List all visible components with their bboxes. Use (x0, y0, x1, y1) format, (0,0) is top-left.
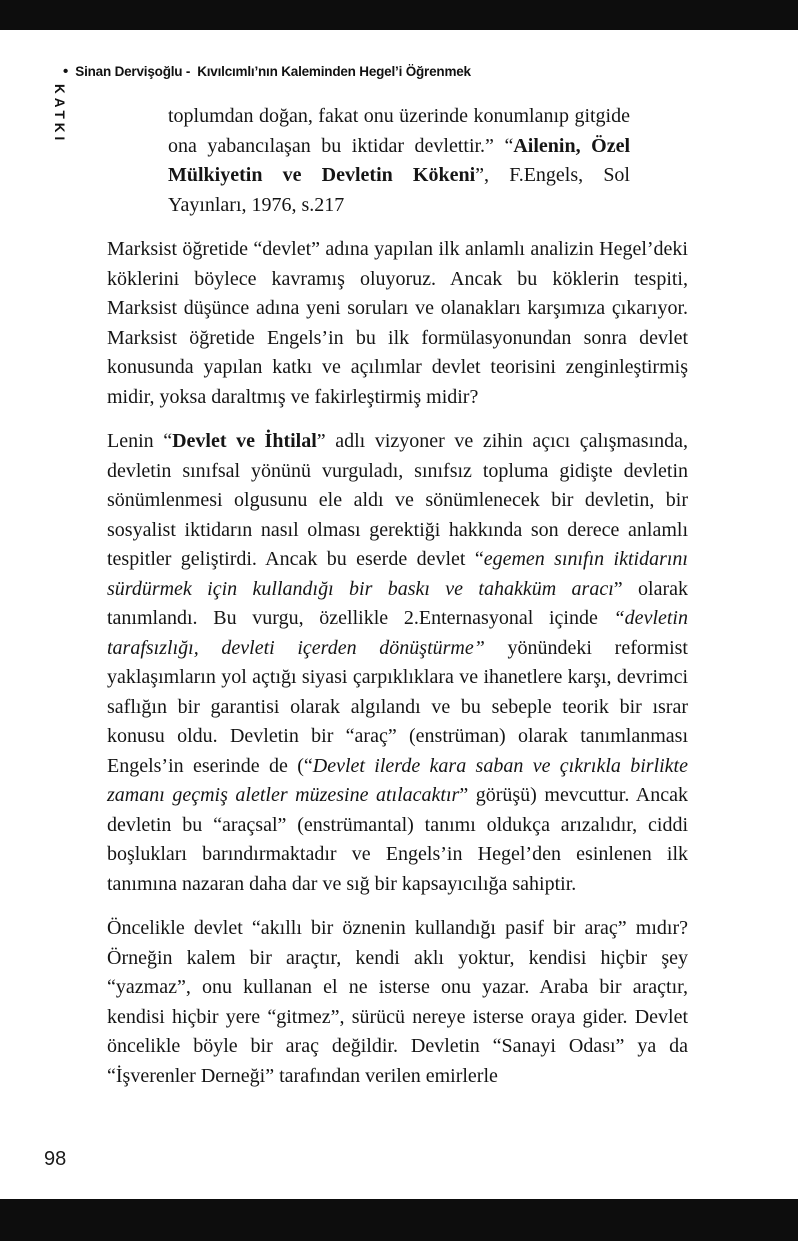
text-segment: toplumdan doğan, fakat onu üzerinde konumlanıp gitgide ona yabancılaşan bu iktidar devlettir.” “ (168, 105, 630, 157)
paragraph (107, 914, 688, 1091)
header-author: Sinan Dervişoğlu - (75, 64, 191, 79)
text-segment: “devletin tarafsızlığı, devleti içerden dönüştürme” (107, 607, 688, 659)
running-header (63, 64, 471, 79)
page-content (107, 102, 688, 1091)
text-segment: ” adlı vizyoner ve zihin açıcı çalışmasında, devletin sınıfsal yönünü vurguladı, sınıfsız topluma gidişte devletin sönümlenmesi olgusunu ele aldı ve sönümlenecek bir devletin, bir sosyalist iktidarın nasıl olması gerektiği hakkında son derece anlamlı tespitler geliştirdi. Ancak bu eserde devlet “ (107, 430, 689, 570)
text-segment: Marksist öğretide “devlet” adına yapılan ilk anlamlı analizin Hegel’deki köklerini böylece kavramış oluyoruz. Ancak bu köklerin tespiti, Marksist düşünce adına yeni soruları ve olanakları karşımıza çıkarıyor. Marksist öğretide Engels’in bu ilk formülasyonundan sonra devlet konusunda yapılan katkı ve açılımlar devlet teorisini zenginleştirmiş midir, yoksa daraltmış ve fakirleştirmiş midir? (107, 238, 688, 408)
text-segment: yönündeki reformist yaklaşımların yol açtığı siyasi çarpıklıklara ve ihanetlere karşı, devrimci saflığın bir garantisi olarak algılandı ve bu sebeple teorik bir ısrar konusu oldu. Devletin bir “araç” (enstrüman) olarak tanımlanması Engels’in eserinde de (“ (107, 636, 688, 777)
text-segment: Devlet ve İhtilal (172, 430, 317, 452)
text-segment: ”, F.Engels, Sol Yayınları, 1976, s.217 (168, 164, 630, 216)
text-segment: Lenin “ (107, 430, 173, 452)
text-segment: Öncelikle devlet “akıllı bir öznenin kullandığı pasif bir araç” mıdır? Örneğin kalem bir araçtır, kendi aklı yoktur, kendisi hiçbir şey “yazmaz”, onu kullanan el ne isterse onu yazar. Araba bir araçtır, kendisi hiçbir yere “gitmez”, sürücü nereye isterse oraya gider. Devlet öncelikle böyle bir araç değildir. Devletin “Sanayi Odası” ya da “İşverenler Derneği” tarafından verilen emirlerle (107, 917, 688, 1087)
page-number: 98 (44, 1148, 67, 1170)
text-segment: Devlet ilerde kara saban ve çıkrıkla birlikte zamanı geçmiş aletler müzesine atılacaktır (107, 754, 688, 806)
bottom-black-bar (0, 1199, 798, 1241)
top-black-bar (0, 0, 798, 30)
section-label-vertical: KATKI (52, 84, 67, 145)
text-segment: Ailenin, Özel Mülkiyetin ve Devletin Kökeni (168, 134, 631, 186)
body-paragraphs (107, 235, 688, 1091)
header-bullet: • (63, 63, 69, 80)
header-book-title: Kıvılcımlı’nın Kaleminden Hegel’i Öğrenmek (197, 64, 471, 79)
block-quote (168, 102, 630, 220)
paragraph (107, 235, 688, 412)
paragraph (107, 427, 688, 899)
text-segment: ” olarak tanımlandı. Bu vurgu, özellikle 2.Enternasyonal içinde (107, 577, 688, 629)
text-segment: egemen sınıfın iktidarını sürdürmek için kullandığı bir baskı ve tahakküm aracı (107, 548, 688, 600)
text-segment: ” görüşü) mevcuttur. Ancak devletin bu “araçsal” (enstrümantal) tanımı oldukça arızalıdır, ciddi boşlukları barındırmaktadır ve Engels’in Hegel’den esinlenen ilk tanımına nazaran daha dar ve sığ bir kapsayıcılığa sahiptir. (107, 784, 688, 895)
